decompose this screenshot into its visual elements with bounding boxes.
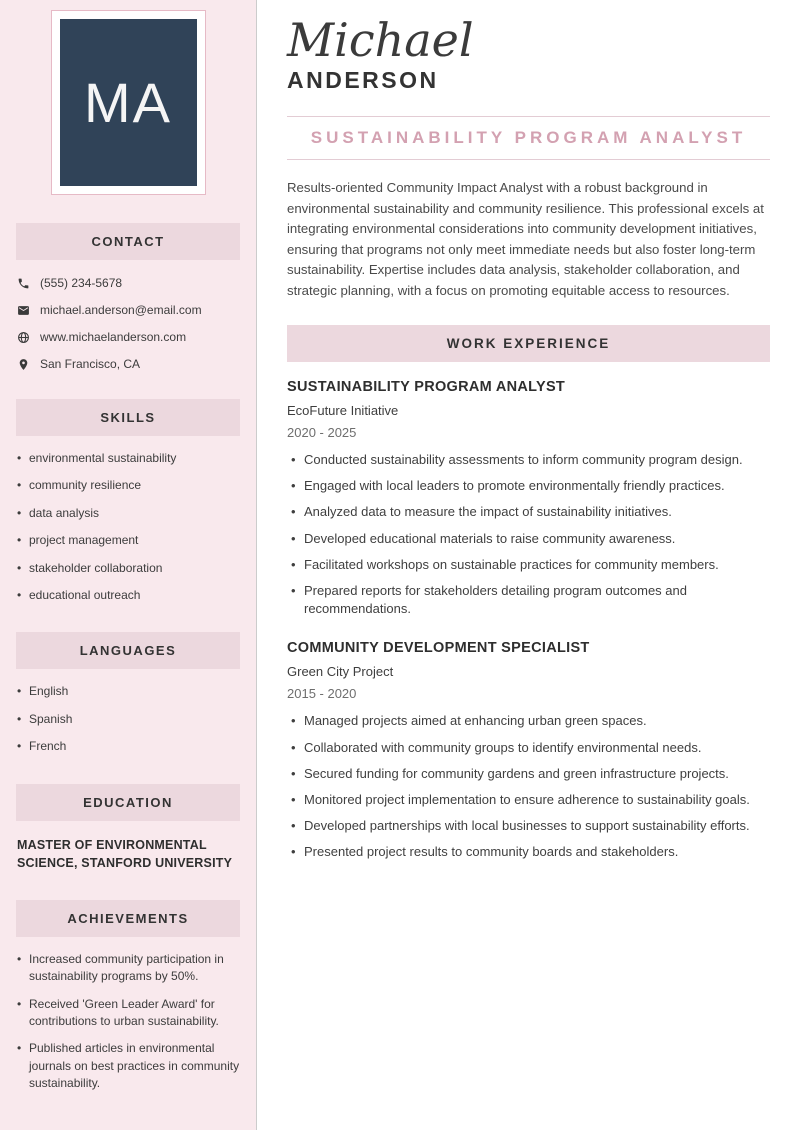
contact-location-text: San Francisco, CA <box>40 357 141 371</box>
job-company: Green City Project <box>287 664 394 680</box>
job-bullet: • Analyzed data to measure the impact of sustainability initiatives. <box>287 503 770 521</box>
achievement-item: • Increased community participation in sustainability programs by 50%. <box>17 951 244 986</box>
job-bullets <box>287 712 770 861</box>
section-header-contact <box>16 223 240 260</box>
divider-line <box>287 159 770 160</box>
job-entry <box>287 379 770 618</box>
section-header-work-experience <box>287 325 770 362</box>
job-bullet: • Secured funding for community gardens and green infrastructure projects. <box>287 765 770 783</box>
job-bullet: • Conducted sustainability assessments to inform community program design. <box>287 451 770 469</box>
job-bullet: • Engaged with local leaders to promote environmentally friendly practices. <box>287 477 770 495</box>
skill-item: • project management <box>17 532 244 549</box>
last-name: ANDERSON <box>287 67 439 94</box>
section-header-education <box>16 784 240 821</box>
professional-summary: Results-oriented Community Impact Analyst with a robust background in environmental sustainability and community resilience. This professional excels at integrating environmental considerations into community development initiatives, ensuring that programs not only meet immediate needs but also foster long-term sustainability. Expertise includes data analysis, stakeholder collaboration, and strategic planning, with a focus on promoting equitable access to resources. <box>287 180 764 298</box>
section-header-achievements <box>16 900 240 937</box>
contact-item-website <box>17 330 246 344</box>
location-icon <box>17 358 30 371</box>
achievement-item: • Published articles in environmental journals on best practices in community sustainability. <box>17 1040 244 1092</box>
email-icon <box>17 304 30 317</box>
contact-list <box>17 276 246 371</box>
job-bullet: • Developed educational materials to raise community awareness. <box>287 530 770 548</box>
job-dates: 2015 - 2020 <box>287 686 357 702</box>
job-bullet: • Managed projects aimed at enhancing urban green spaces. <box>287 712 770 730</box>
phone-icon <box>17 277 30 290</box>
first-name: Michael <box>287 13 474 67</box>
job-title: SUSTAINABILITY PROGRAM ANALYST <box>287 379 566 396</box>
section-header-skills <box>16 399 240 436</box>
skills-title: SKILLS <box>100 410 156 425</box>
job-entry <box>287 640 770 861</box>
skill-item: • environmental sustainability <box>17 450 244 467</box>
achievements-title: ACHIEVEMENTS <box>67 910 189 926</box>
main-content <box>257 0 800 1130</box>
language-item: • English <box>17 683 244 700</box>
education-degree: MASTER OF ENVIRONMENTAL SCIENCE, STANFORD UNIVERSITY <box>17 837 233 870</box>
contact-website-text: www.michaelanderson.com <box>40 330 187 344</box>
skills-list <box>17 450 244 604</box>
contact-phone-text: (555) 234-5678 <box>40 276 123 290</box>
skill-item: • data analysis <box>17 505 244 522</box>
job-bullet: • Prepared reports for stakeholders detailing program outcomes and recommendations. <box>287 582 770 618</box>
avatar-initials: MA <box>60 19 197 186</box>
role-title: SUSTAINABILITY PROGRAM ANALYST <box>310 128 747 148</box>
avatar <box>51 10 206 195</box>
job-title: COMMUNITY DEVELOPMENT SPECIALIST <box>287 640 590 657</box>
job-bullet: • Facilitated workshops on sustainable practices for community members. <box>287 556 770 574</box>
section-header-languages <box>16 632 240 669</box>
job-bullet: • Presented project results to community boards and stakeholders. <box>287 843 770 861</box>
contact-item-location <box>17 357 246 371</box>
achievements-list <box>17 951 244 1093</box>
language-item: • Spanish <box>17 711 244 728</box>
skill-item: • stakeholder collaboration <box>17 560 244 577</box>
job-company: EcoFuture Initiative <box>287 403 399 419</box>
contact-item-email <box>17 303 246 317</box>
contact-title: CONTACT <box>91 234 165 249</box>
achievement-item: • Received 'Green Leader Award' for contributions to urban sustainability. <box>17 996 244 1031</box>
language-item: • French <box>17 738 244 755</box>
job-bullet: • Monitored project implementation to ensure adherence to sustainability goals. <box>287 791 770 809</box>
education-title: EDUCATION <box>83 794 173 810</box>
languages-list <box>17 683 244 755</box>
contact-item-phone <box>17 276 246 290</box>
job-bullet: • Developed partnerships with local businesses to support sustainability efforts. <box>287 817 770 835</box>
work-experience-title: WORK EXPERIENCE <box>446 336 611 352</box>
skill-item: • educational outreach <box>17 587 244 604</box>
job-bullets <box>287 451 770 618</box>
contact-email-text: michael.anderson@email.com <box>40 303 202 317</box>
job-bullet: • Collaborated with community groups to identify environmental needs. <box>287 739 770 757</box>
globe-icon <box>17 331 30 344</box>
languages-title: LANGUAGES <box>79 643 177 659</box>
skill-item: • community resilience <box>17 477 244 494</box>
job-dates: 2020 - 2025 <box>287 425 357 441</box>
sidebar <box>0 0 257 1130</box>
